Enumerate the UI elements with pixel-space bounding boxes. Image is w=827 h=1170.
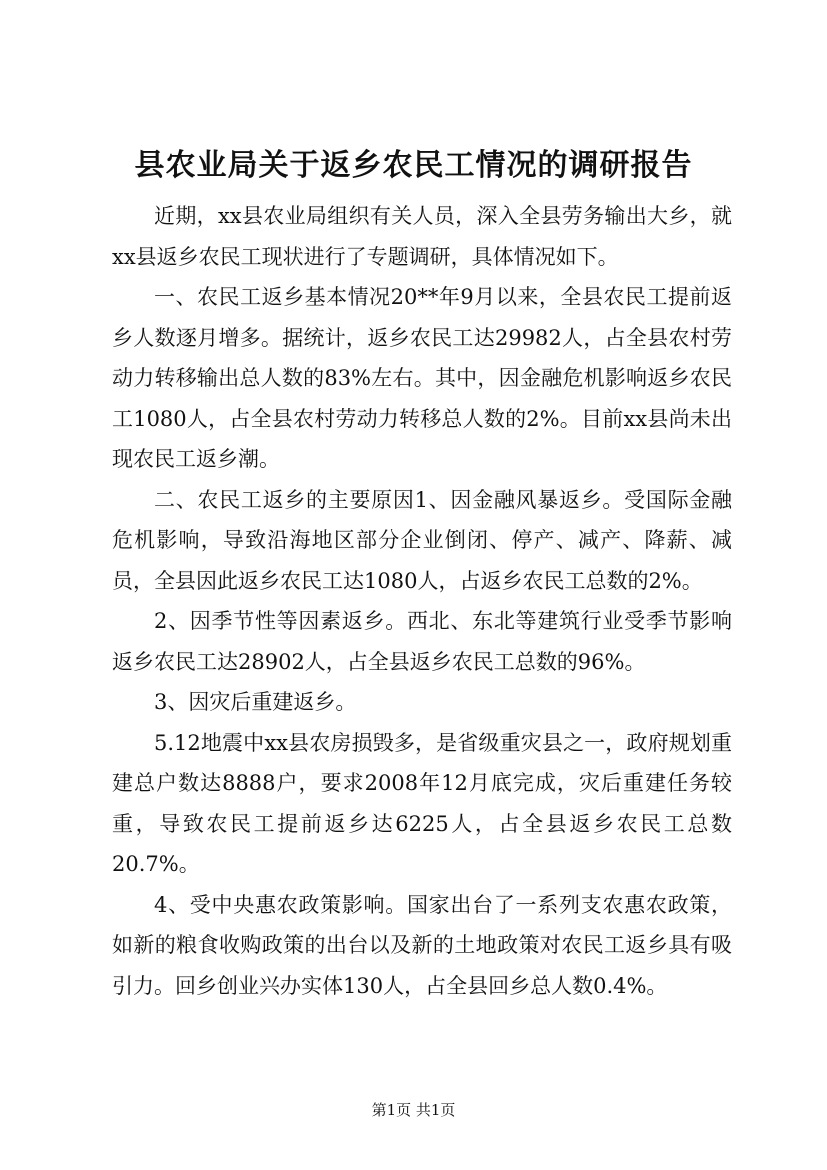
document-body: [112, 196, 732, 1006]
paragraph-earthquake: 5.12地震中xx县农房损毁多，是省级重灾县之一，政府规划重建总户数达8888户，要求2008年12月底完成，灾后重建任务较重，导致农民工提前返乡达6225人，占全县返乡农民工总数20.7%。: [112, 730, 732, 876]
page-number-footer: 第1页 共1页: [371, 1101, 456, 1119]
paragraph-basic-situation: 一、农民工返乡基本情况20**年9月以来，全县农民工提前返乡人数逐月增多。据统计，返乡农民工达29982人，占全县农村劳动力转移输出总人数的83%左右。其中，因金融危机影响返乡农民工1080人，占全县农村劳动力转移总人数的2%。目前xx县尚未出现农民工返乡潮。: [112, 285, 732, 471]
paragraph-seasonal-factors: 2、因季节性等因素返乡。西北、东北等建筑行业受季节影响返乡农民工达28902人，占全县返乡农民工总数的96%。: [112, 609, 732, 674]
paragraph-intro: 近期，xx县农业局组织有关人员，深入全县劳务输出大乡，就xx县返乡农民工现状进行了专题调研，具体情况如下。: [112, 204, 732, 269]
paragraph-reconstruction-heading: 3、因灾后重建返乡。: [154, 690, 357, 714]
paragraph-main-reasons: 二、农民工返乡的主要原因1、因金融风暴返乡。受国际金融危机影响，导致沿海地区部分企业倒闭、停产、减产、降薪、减员，全县因此返乡农民工达1080人，占返乡农民工总数的2%。: [112, 487, 732, 593]
paragraph-policy-impact: 4、受中央惠农政策影响。国家出台了一系列支农惠农政策，如新的粮食收购政策的出台以及新的土地政策对农民工返乡具有吸引力。回乡创业兴办实体130人，占全县回乡总人数0.4%。: [112, 892, 732, 998]
document-title: 县农业局关于返乡农民工情况的调研报告: [134, 148, 693, 183]
